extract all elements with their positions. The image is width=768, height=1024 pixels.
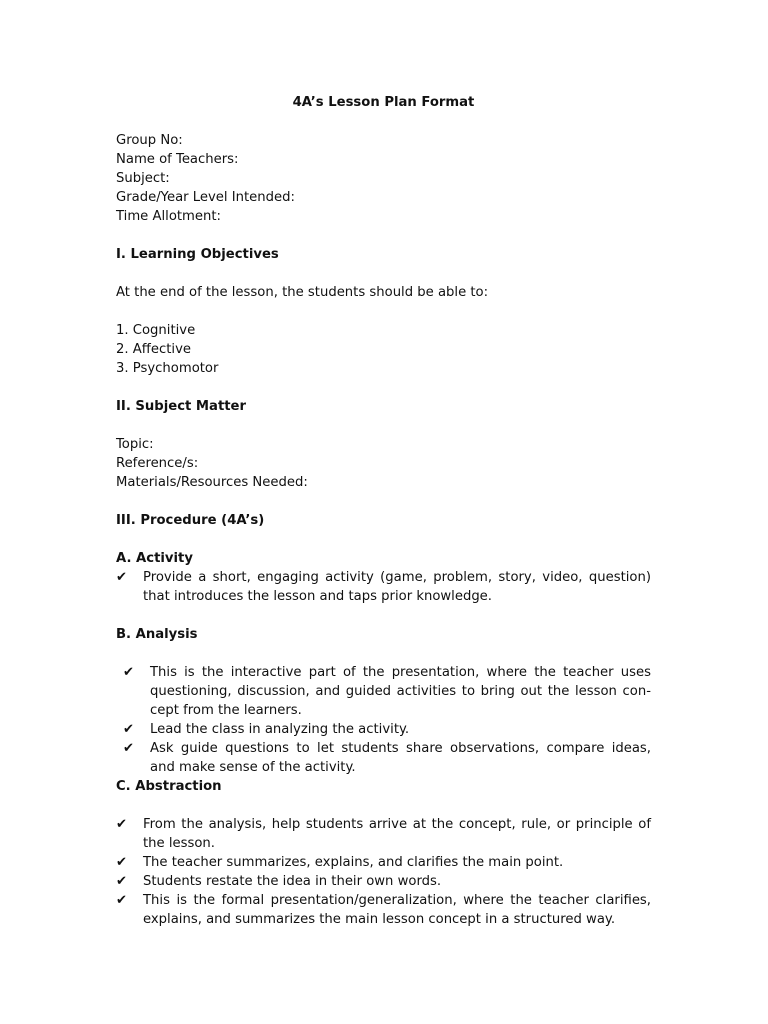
objective-item: 2. Affective (116, 342, 191, 357)
analysis-bullet: ✔ Ask guide questions to let students share observations, compare ideas, and make sense of the activity. (123, 741, 651, 775)
subheading-abstraction: C. Abstraction (116, 779, 222, 794)
checkmark-icon: ✔ (123, 722, 135, 737)
checkmark-icon: ✔ (116, 893, 128, 908)
section-heading-subject-matter: II. Subject Matter (116, 399, 246, 414)
subheading-activity: A. Activity (116, 551, 193, 566)
field-topic: Topic: (116, 437, 154, 452)
field-references: Reference/s: (116, 456, 199, 471)
field-name-of-teachers: Name of Teachers: (116, 152, 239, 167)
abstraction-bullet: ✔ Students restate the idea in their own words. (116, 874, 442, 889)
objective-item: 1. Cognitive (116, 323, 196, 338)
checkmark-icon: ✔ (116, 570, 128, 585)
page-title: 4A’s Lesson Plan Format (292, 95, 475, 110)
field-grade-level: Grade/Year Level Intended: (116, 190, 295, 205)
subheading-analysis: B. Analysis (116, 627, 198, 642)
checkmark-icon: ✔ (123, 741, 135, 756)
section-heading-learning-objectives: I. Learning Objectives (116, 247, 279, 262)
section-heading-procedure: III. Procedure (4A’s) (116, 513, 265, 528)
checkmark-icon: ✔ (123, 665, 135, 680)
field-subject: Subject: (116, 171, 170, 186)
checkmark-icon: ✔ (116, 874, 128, 889)
objective-item: 3. Psychomotor (116, 361, 219, 376)
field-time-allotment: Time Allotment: (116, 209, 221, 224)
analysis-bullet: ✔ This is the interactive part of the presentation, where the teacher uses questioning, discussion, and guided activities to bring out the lesson concept from the learners. (123, 665, 651, 718)
field-materials: Materials/Resources Needed: (116, 475, 308, 490)
checkmark-icon: ✔ (116, 855, 128, 870)
abstraction-bullet: ✔ From the analysis, help students arrive at the concept, rule, or principle of the lesson. (116, 817, 651, 851)
objectives-intro: At the end of the lesson, the students should be able to: (116, 285, 489, 300)
checkmark-icon: ✔ (116, 817, 128, 832)
abstraction-bullet: ✔ This is the formal presentation/generalization, where the teacher clarifies, explains, and summarizes the main lesson concept in a structured way. (116, 893, 651, 927)
abstraction-bullet: ✔ The teacher summarizes, explains, and clarifies the main point. (116, 855, 564, 870)
activity-bullet: ✔ Provide a short, engaging activity (game, problem, story, video, question) that introduces the lesson and taps prior knowledge. (116, 570, 651, 604)
field-group-no: Group No: (116, 133, 183, 148)
document-page (116, 93, 651, 929)
analysis-bullet: ✔ Lead the class in analyzing the activity. (123, 722, 410, 737)
